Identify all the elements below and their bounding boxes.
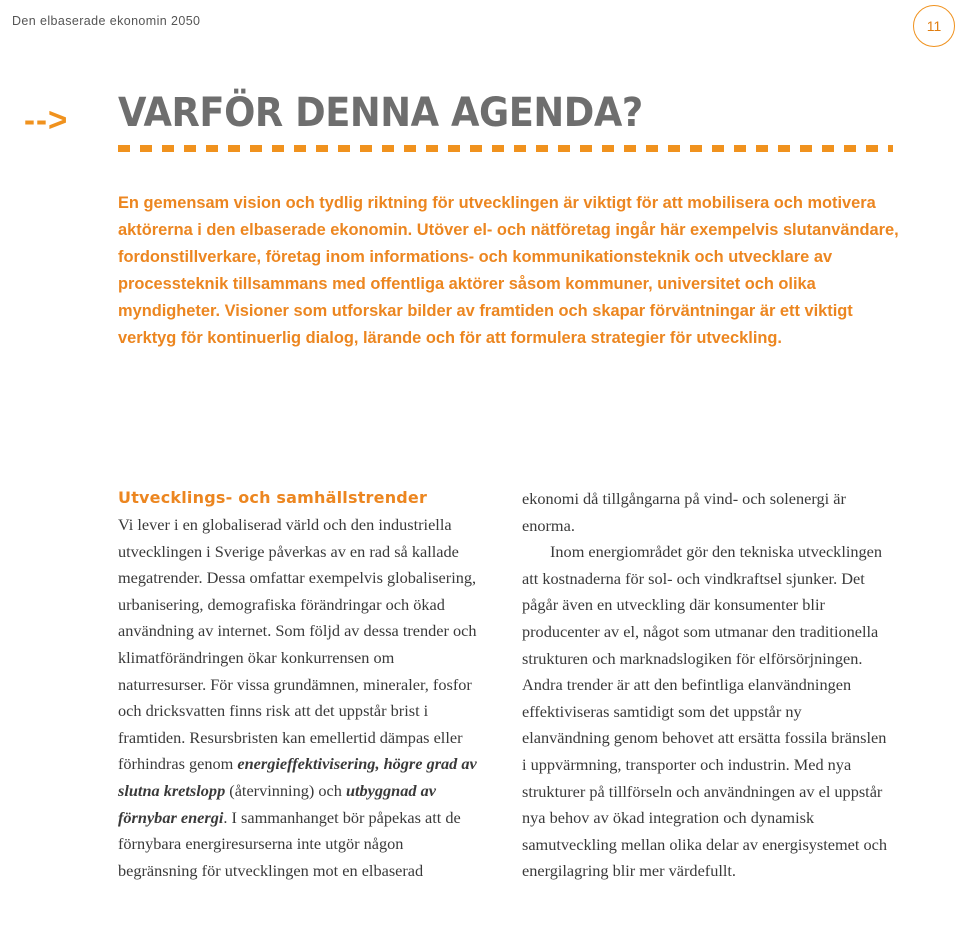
emphasis-separator: ,	[375, 754, 384, 774]
body-paragraph-left	[118, 512, 480, 884]
page-title: VARFÖR DENNA AGENDA?	[118, 90, 643, 136]
emphasis-circular-economy: högre grad av slutna kretslopp	[118, 754, 477, 800]
body-column-right	[522, 486, 887, 885]
body-column-left	[118, 486, 480, 884]
body-text: (återvinning) och	[225, 780, 346, 800]
lead-paragraph: En gemensam vision och tydlig riktning för utvecklingen är viktigt för att mobilisera och motivera aktörerna i den elbaserade ekonomin. Utöver el- och nätföretag ingår här exempelvis slutanvändare, fordonstillverkare, företag inom informations- och kommunikationsteknik och utvecklare av processteknik tillsammans med offentliga aktörer såsom kommuner, universitet och olika myndigheter. Visioner som utforskar bilder av framtiden och skapar förväntningar är ett viktigt verktyg för kontinuerlig dialog, lärande och för att formulera strategier för utveckling.	[118, 194, 899, 347]
section-subheading: Utvecklings- och samhällstrender	[118, 488, 428, 507]
body-text: . I sammanhanget bör påpekas att de förnybara energiresurserna inte utgör någon begränsning för utvecklingen mot en elbaserad	[118, 807, 461, 880]
body-paragraph-right: Inom energiområdet gör den tekniska utvecklingen att kostnaderna för sol- och vindkraftsel sjunker. Det pågår även en utveckling där konsumenter blir producenter av el, något som utmanar den traditionella strukturen och marknadslogiken för elförsörjningen. Andra trender är att den befintliga elanvändningen effektiviseras samtidigt som det uppstår ny elanvändning genom behovet att ersätta fossila bränslen i uppvärmning, transporter och industrin. Med nya strukturer på tillförseln och användningen av el uppstår nya behov av ökad integration och dynamisk samutveckling mellan olika delar av energisystemet och energilagring blir mer värdefullt.	[522, 542, 888, 881]
body-text: Vi lever i en globaliserad värld och den industriella utvecklingen i Sverige påverkas av en rad så kallade megatrender. Dessa omfattar exempelvis globalisering, urbanisering, demografiska förändringar och ökad användning av internet. Som följd av dessa trender och klimatförändringen ökar konkurrensen om naturresurser. För vissa grundämnen, mineraler, fosfor och dricksvatten finns risk att det uppstår brist i framtiden. Resursbristen kan emellertid dämpas eller förhindras genom	[118, 515, 477, 774]
running-header: Den elbaserade ekonomin 2050	[12, 14, 201, 28]
body-paragraph-continuation: ekonomi då tillgångarna på vind- och solenergi är enorma.	[522, 489, 846, 535]
section-arrow-marker: -->	[24, 101, 69, 138]
emphasis-energy-efficiency: energieffektivisering	[237, 754, 376, 774]
emphasis-renewable-energy: utbyggnad av förnybar energi	[118, 780, 436, 827]
page-number-badge: 11	[913, 5, 955, 47]
title-dashed-rule	[118, 145, 893, 152]
